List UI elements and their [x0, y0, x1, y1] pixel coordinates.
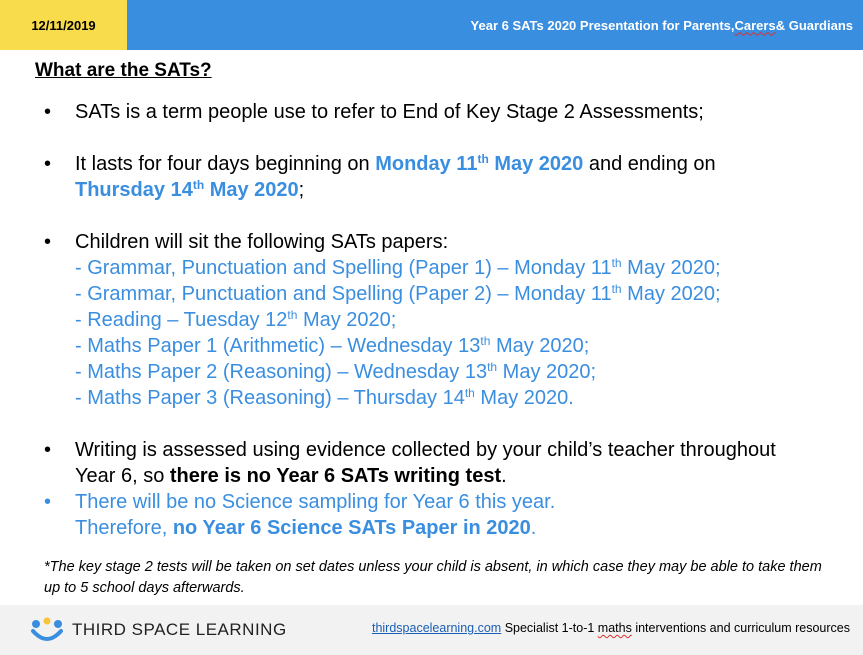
- writing-line-2: Year 6, so there is no Year 6 SATs writing test.: [75, 465, 507, 487]
- bullet-item: [44, 437, 844, 489]
- bullet-marker: •: [44, 231, 52, 253]
- title-part-2: & Guardians: [775, 17, 853, 33]
- bullet-marker: •: [44, 491, 52, 513]
- page-heading: What are the SATs?: [35, 60, 212, 81]
- bullet-text: SATs is a term people use to refer to End of Key Stage 2 Assessments;: [75, 101, 704, 123]
- footer-bar: [0, 605, 863, 655]
- start-date: Monday 11th May 2020: [375, 152, 584, 175]
- presentation-title: [471, 0, 853, 50]
- footer-tagline: thirdspacelearning.com Specialist 1-to-1 maths interventions and curriculum resources: [371, 621, 850, 635]
- bullet-text: It lasts for four days beginning on: [75, 153, 376, 175]
- header-bar: [0, 0, 863, 50]
- date-label: 12/11/2019: [0, 0, 127, 50]
- website-link[interactable]: thirdspacelearning.com: [371, 621, 502, 635]
- bullet-item: [44, 151, 844, 203]
- writing-line-1: Writing is assessed using evidence collected by your child’s teacher throughout: [75, 439, 776, 461]
- end-date: Thursday 14th May 2020: [75, 178, 299, 201]
- footnote: *The key stage 2 tests will be taken on set dates unless your child is absent, in which case they may be able to take them up to 5 school days afterwards.: [44, 559, 822, 596]
- third-space-learning-logo: [30, 615, 287, 645]
- bullet-marker: •: [44, 439, 52, 461]
- bullet-marker: •: [44, 101, 52, 123]
- title-part-1: Year 6 SATs 2020 Presentation for Parents,: [470, 17, 735, 33]
- paper-line: - Maths Paper 1 (Arithmetic) – Wednesday 13th May 2020;: [75, 334, 590, 357]
- logo-text: THIRD SPACE LEARNING: [72, 620, 287, 639]
- science-line-2: Therefore, no Year 6 Science SATs Paper in 2020.: [75, 517, 537, 539]
- title-carers: Carers: [734, 17, 776, 33]
- bullet-item: [44, 489, 844, 541]
- science-line-1: There will be no Science sampling for Year 6 this year.: [75, 491, 556, 513]
- bullet-text: and ending on: [583, 153, 716, 175]
- paper-line: - Reading – Tuesday 12th May 2020;: [75, 308, 397, 331]
- paper-line: - Maths Paper 2 (Reasoning) – Wednesday 13th May 2020;: [75, 360, 597, 383]
- paper-line: - Grammar, Punctuation and Spelling (Paper 2) – Monday 11th May 2020;: [75, 282, 721, 305]
- paper-line: - Maths Paper 3 (Reasoning) – Thursday 14th May 2020.: [75, 386, 574, 409]
- bullet-marker: •: [44, 153, 52, 175]
- papers-intro: Children will sit the following SATs papers:: [75, 231, 449, 253]
- paper-line: - Grammar, Punctuation and Spelling (Paper 1) – Monday 11th May 2020;: [75, 256, 721, 279]
- bullet-item: [44, 99, 844, 125]
- bullet-text: ;: [298, 179, 305, 201]
- bullet-item: [44, 229, 844, 411]
- bullet-list: [44, 99, 844, 541]
- tsl-logo-icon: [30, 617, 64, 643]
